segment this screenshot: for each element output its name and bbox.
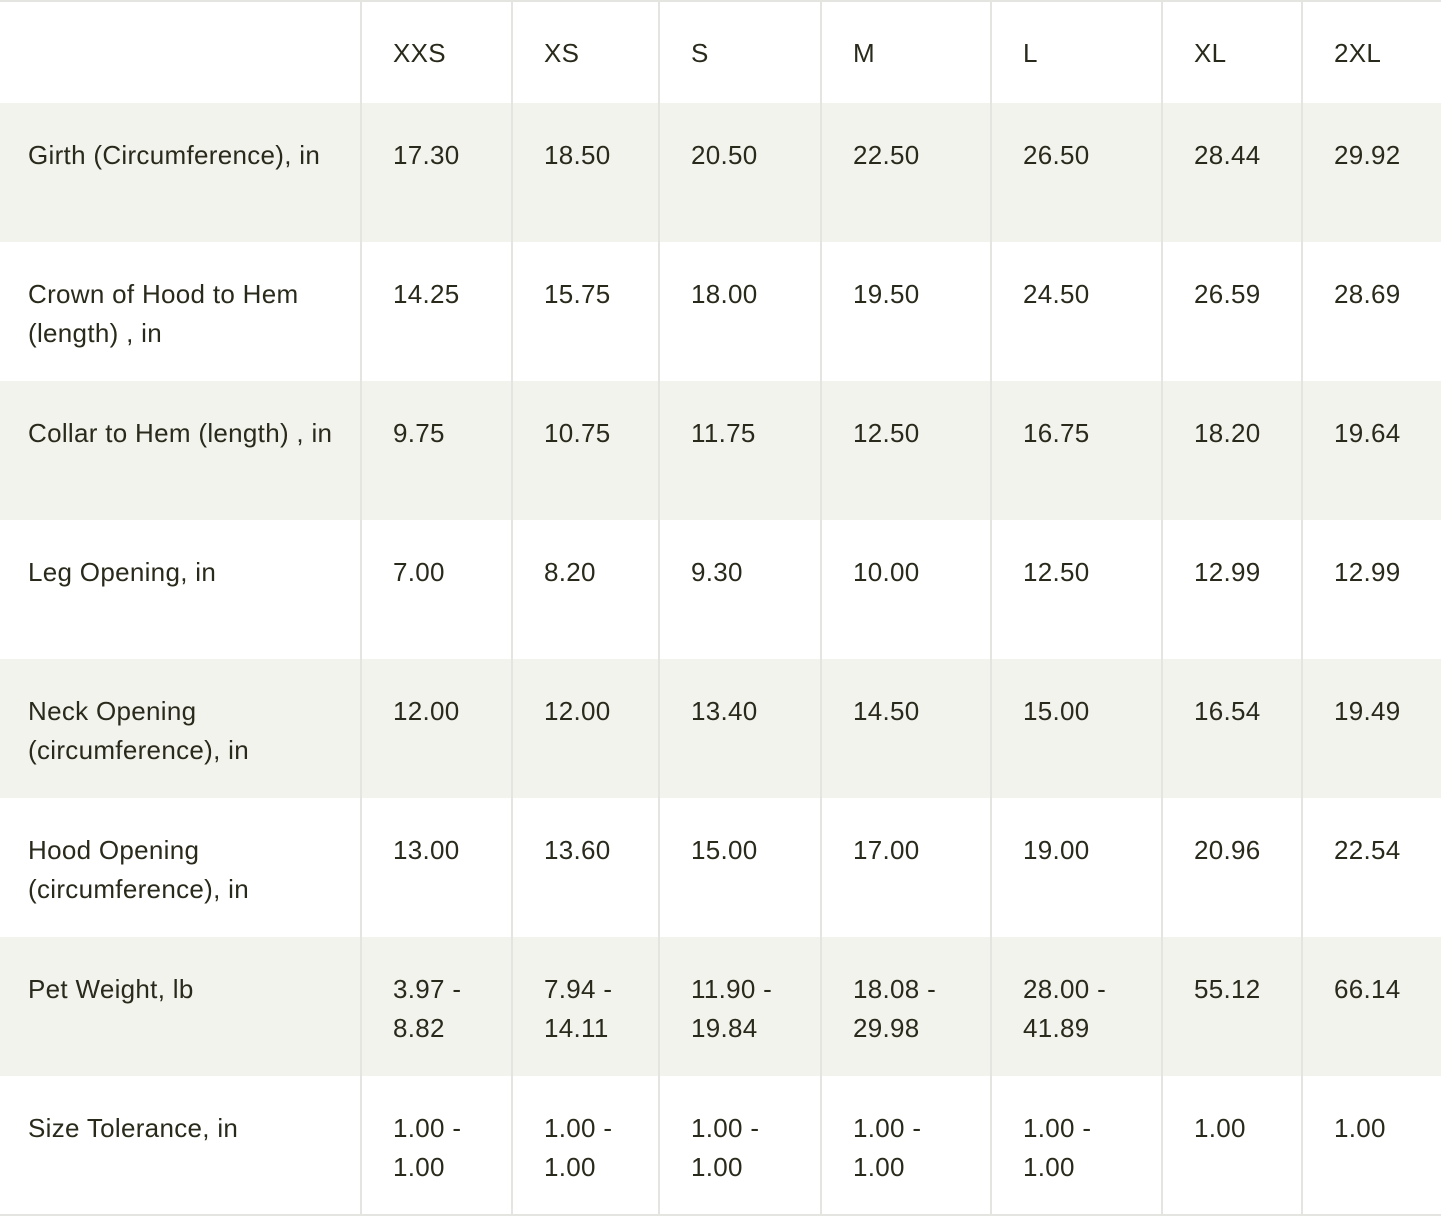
table-cell: 18.50 (512, 103, 659, 242)
table-cell: 19.49 (1302, 659, 1441, 798)
table-cell: 17.00 (821, 798, 991, 937)
table-cell: 14.25 (361, 242, 512, 381)
table-row-neck-opening (0, 659, 1441, 798)
size-chart-body (0, 103, 1441, 1215)
table-cell: 10.75 (512, 381, 659, 520)
size-header-xl: XL (1162, 1, 1302, 103)
size-header-xxs: XXS (361, 1, 512, 103)
table-cell: 16.75 (991, 381, 1162, 520)
table-cell: 19.50 (821, 242, 991, 381)
table-cell: 7.00 (361, 520, 512, 659)
table-cell: 26.59 (1162, 242, 1302, 381)
table-cell: 19.64 (1302, 381, 1441, 520)
table-cell: 12.50 (821, 381, 991, 520)
table-cell: 28.00 - 41.89 (991, 937, 1162, 1076)
table-cell: 26.50 (991, 103, 1162, 242)
size-header-m: M (821, 1, 991, 103)
table-cell: 1.00 - 1.00 (659, 1076, 821, 1215)
table-cell: 1.00 - 1.00 (821, 1076, 991, 1215)
table-row-hood-opening (0, 798, 1441, 937)
table-cell: 12.50 (991, 520, 1162, 659)
size-header-l: L (991, 1, 1162, 103)
table-cell: 1.00 (1162, 1076, 1302, 1215)
table-cell: 22.50 (821, 103, 991, 242)
table-cell: 1.00 - 1.00 (361, 1076, 512, 1215)
table-cell: 15.00 (659, 798, 821, 937)
row-label: Crown of Hood to Hem (length) , in (28, 279, 299, 348)
table-cell: 13.40 (659, 659, 821, 798)
table-cell: 22.54 (1302, 798, 1441, 937)
table-cell: 1.00 - 1.00 (512, 1076, 659, 1215)
size-header-xs: XS (512, 1, 659, 103)
size-header-2xl: 2XL (1302, 1, 1441, 103)
table-cell: 12.99 (1162, 520, 1302, 659)
table-cell: 16.54 (1162, 659, 1302, 798)
row-label: Collar to Hem (length) , in (0, 381, 361, 520)
table-cell: 15.00 (991, 659, 1162, 798)
table-cell: 28.44 (1162, 103, 1302, 242)
table-row-collar-to-hem (0, 381, 1441, 520)
table-cell: 3.97 - 8.82 (361, 937, 512, 1076)
table-cell: 66.14 (1302, 937, 1441, 1076)
table-cell: 12.00 (361, 659, 512, 798)
header-corner-cell (0, 1, 361, 103)
table-cell: 1.00 - 1.00 (991, 1076, 1162, 1215)
table-cell: 9.75 (361, 381, 512, 520)
table-cell: 24.50 (991, 242, 1162, 381)
table-cell: 12.99 (1302, 520, 1441, 659)
table-cell: 18.08 - 29.98 (821, 937, 991, 1076)
row-label: Hood Opening (circumference), in (28, 835, 249, 904)
table-cell: 14.50 (821, 659, 991, 798)
table-cell: 28.69 (1302, 242, 1441, 381)
table-cell: 7.94 - 14.11 (512, 937, 659, 1076)
table-cell: 1.00 (1302, 1076, 1441, 1215)
table-cell: 13.60 (512, 798, 659, 937)
table-cell: 8.20 (512, 520, 659, 659)
table-row-girth (0, 103, 1441, 242)
row-label: Size Tolerance, in (0, 1076, 361, 1215)
size-chart-header (0, 1, 1441, 103)
table-cell: 29.92 (1302, 103, 1441, 242)
table-cell: 18.00 (659, 242, 821, 381)
row-label: Leg Opening, in (28, 557, 217, 587)
size-header-s: S (659, 1, 821, 103)
row-label: Pet Weight, lb (0, 937, 361, 1076)
table-cell: 11.90 - 19.84 (659, 937, 821, 1076)
header-row (0, 1, 1441, 103)
row-label: Girth (Circumference), in (0, 103, 361, 242)
table-cell: 19.00 (991, 798, 1162, 937)
table-row-size-tolerance (0, 1076, 1441, 1215)
table-row-pet-weight (0, 937, 1441, 1076)
table-cell: 15.75 (512, 242, 659, 381)
table-cell: 11.75 (659, 381, 821, 520)
table-row-leg-opening (0, 520, 1441, 659)
table-cell: 18.20 (1162, 381, 1302, 520)
table-cell: 13.00 (361, 798, 512, 937)
table-cell: 55.12 (1162, 937, 1302, 1076)
table-cell: 17.30 (361, 103, 512, 242)
row-label: Neck Opening (circumference), in (0, 659, 361, 798)
table-cell: 20.50 (659, 103, 821, 242)
table-row-crown-to-hem (0, 242, 1441, 381)
table-cell: 12.00 (512, 659, 659, 798)
table-cell: 10.00 (821, 520, 991, 659)
table-cell: 20.96 (1162, 798, 1302, 937)
table-cell: 9.30 (659, 520, 821, 659)
